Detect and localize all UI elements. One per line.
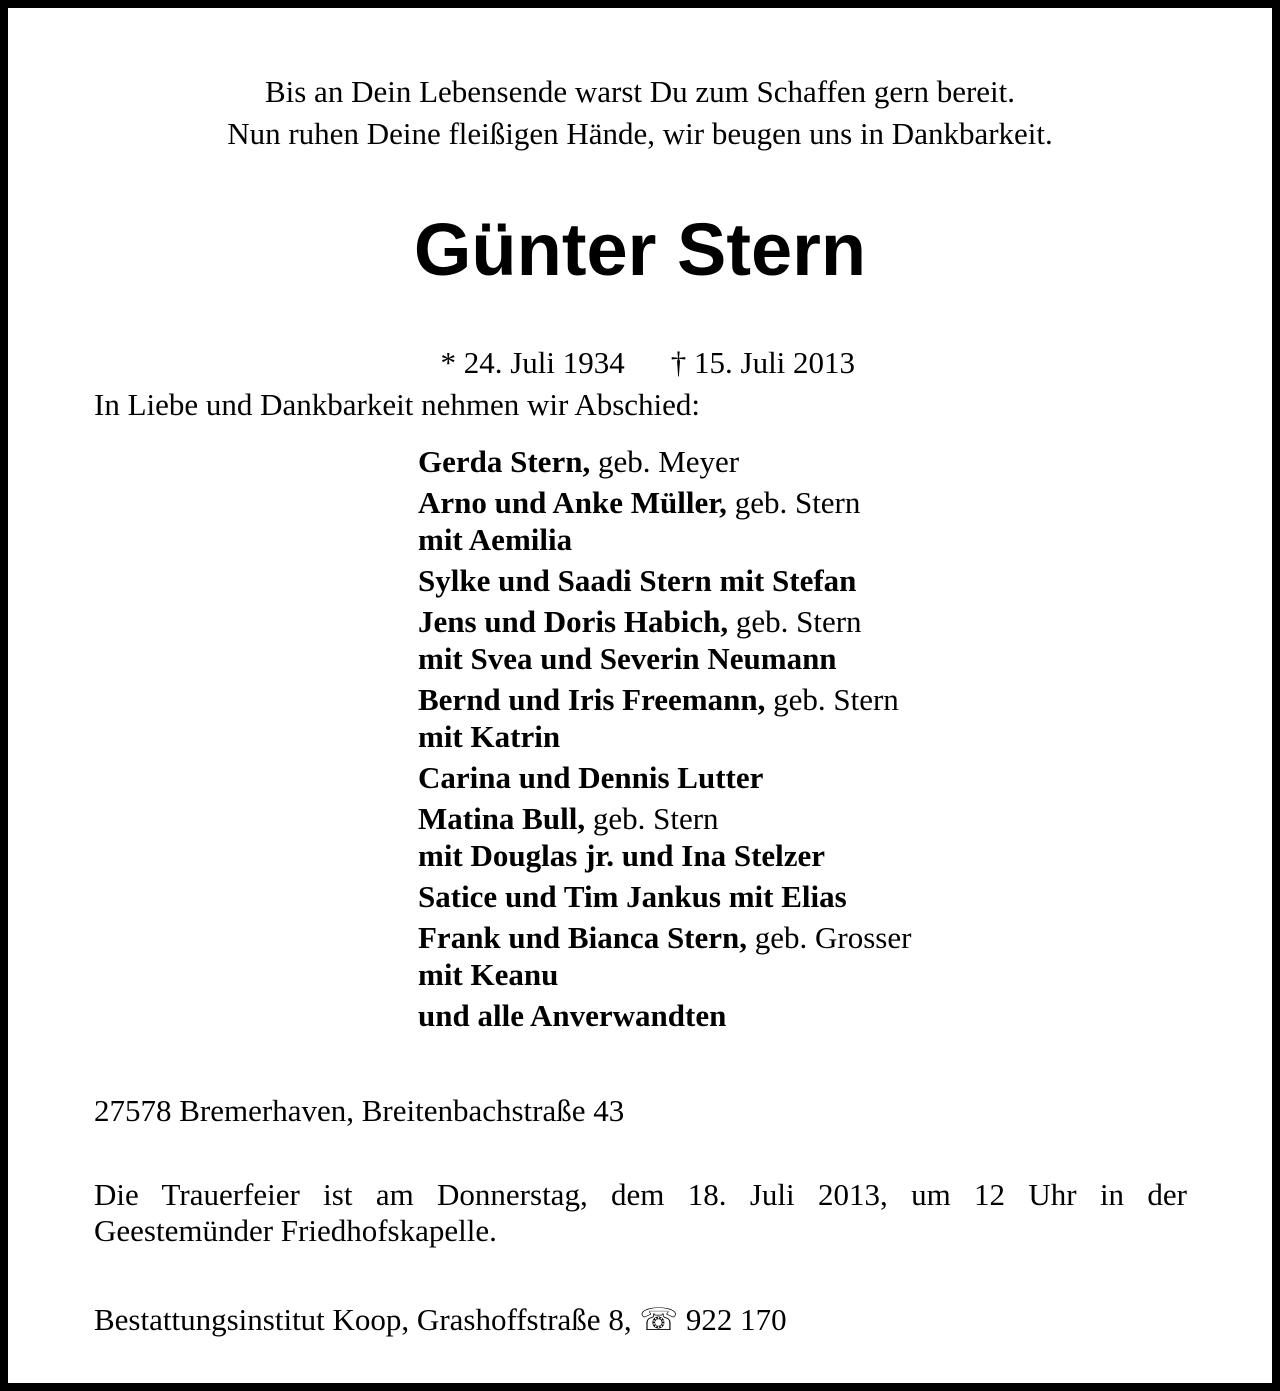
mourner-name: Bernd und Iris Freemann, bbox=[418, 682, 766, 717]
ceremony-line-2: Geestemünder Friedhofskapelle. bbox=[94, 1213, 497, 1248]
death-date: † 15. Juli 2013 bbox=[670, 345, 856, 380]
mourner-entry bbox=[418, 800, 1118, 874]
mourner-name: Satice und Tim Jankus mit Elias bbox=[418, 879, 847, 914]
mourner-name: Frank und Bianca Stern, bbox=[418, 920, 748, 955]
mourner-children: mit Keanu bbox=[418, 957, 559, 992]
mourner-birth-name: geb. Stern bbox=[726, 485, 861, 520]
mourner-children: mit Svea und Severin Neumann bbox=[418, 641, 837, 676]
mourner-birth-name: geb. Grosser bbox=[747, 920, 912, 955]
mourner-birth-name: geb. Stern bbox=[765, 682, 899, 717]
mourner-birth-name: geb. Stern bbox=[585, 801, 719, 836]
mourner-name: Sylke und Saadi Stern mit Stefan bbox=[418, 563, 857, 598]
mourner-name: Matina Bull, bbox=[418, 801, 586, 836]
mourner-entry bbox=[418, 997, 1118, 1034]
farewell-intro: In Liebe und Dankbarkeit nehmen wir Abschied: bbox=[94, 387, 701, 422]
mourner-birth-name: geb. Stern bbox=[728, 604, 862, 639]
mourner-entry bbox=[418, 562, 1118, 599]
mourner-entry bbox=[418, 603, 1118, 677]
mourner-children: mit Katrin bbox=[418, 719, 561, 754]
family-address: 27578 Bremerhaven, Breitenbachstraße 43 bbox=[94, 1093, 625, 1128]
mourner-children: mit Douglas jr. und Ina Stelzer bbox=[418, 838, 826, 873]
ceremony-notice bbox=[94, 1177, 1187, 1249]
mourner-entry bbox=[418, 878, 1118, 915]
mourner-entry bbox=[418, 759, 1118, 796]
funeral-home-contact: Bestattungsinstitut Koop, Grashoffstraße 8, ☏ 922 170 bbox=[94, 1302, 787, 1337]
mourner-entry bbox=[418, 484, 1118, 558]
ceremony-line-1: Die Trauerfeier ist am Donnerstag, dem 18. Juli 2013, um 12 Uhr in der bbox=[94, 1177, 1187, 1212]
mourner-name: Carina und Dennis Lutter bbox=[418, 760, 764, 795]
mourner-entry bbox=[418, 919, 1118, 993]
mourner-entry bbox=[418, 443, 1118, 480]
life-dates bbox=[0, 300, 1280, 384]
mourner-birth-name: geb. Meyer bbox=[590, 444, 740, 479]
mourners-list bbox=[418, 443, 1118, 1038]
poem-line-2: Nun ruhen Deine fleißigen Hände, wir beugen uns in Dankbarkeit. bbox=[227, 116, 1053, 151]
mourner-entry bbox=[418, 681, 1118, 755]
birth-date: * 24. Juli 1934 bbox=[440, 345, 625, 380]
poem-line-1: Bis an Dein Lebensende warst Du zum Schaffen gern bereit. bbox=[264, 74, 1016, 109]
deceased-name: Günter Stern bbox=[413, 208, 867, 291]
mourner-name: Arno und Anke Müller, bbox=[418, 485, 727, 520]
mourner-name: Jens und Doris Habich, bbox=[418, 604, 729, 639]
mourner-children: mit Aemilia bbox=[418, 522, 573, 557]
mourner-name: Gerda Stern, bbox=[418, 444, 591, 479]
mourner-name: und alle Anverwandten bbox=[418, 998, 727, 1033]
